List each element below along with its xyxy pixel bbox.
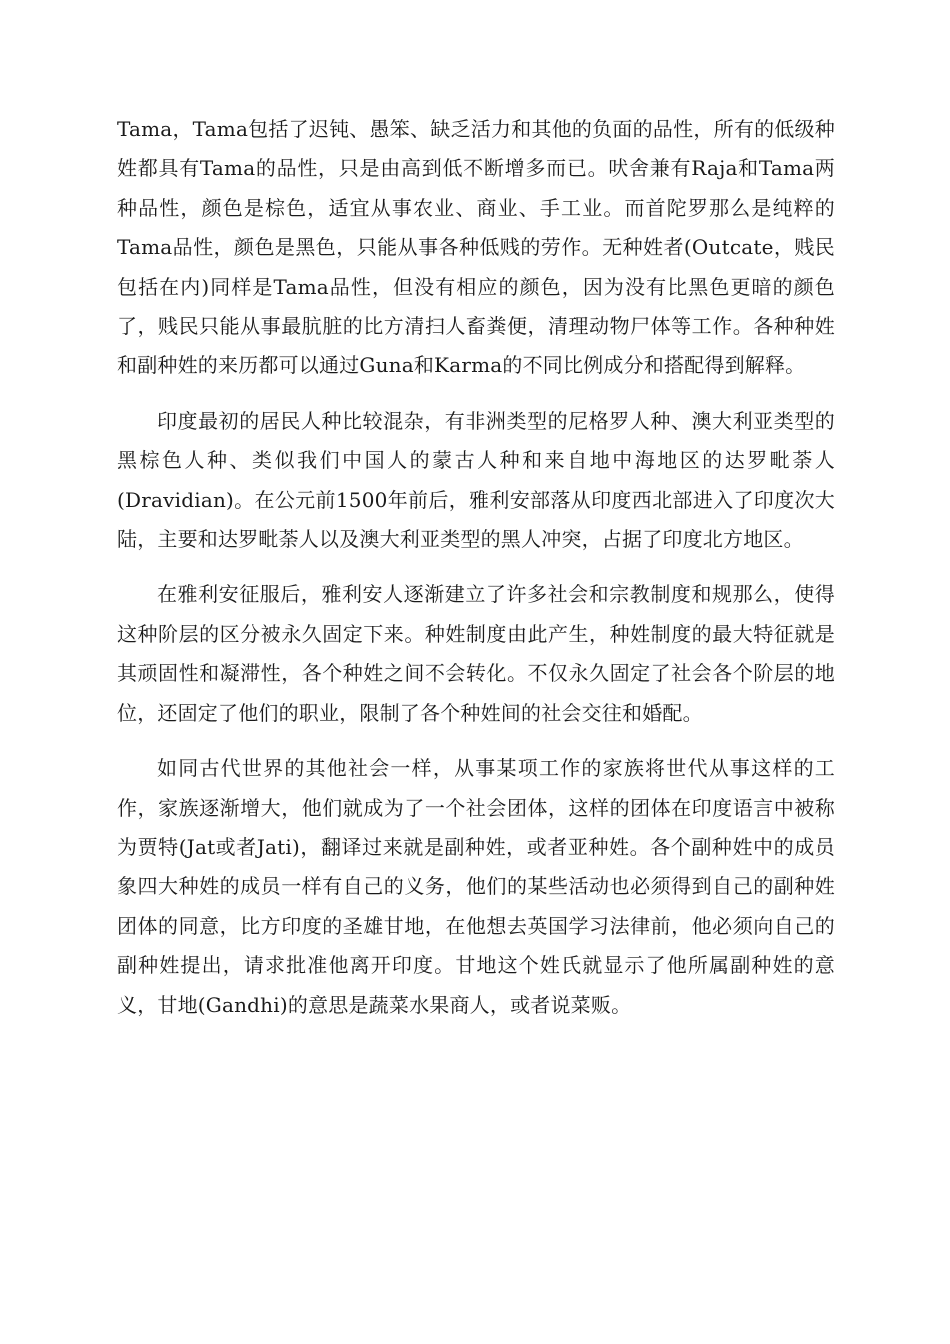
- paragraph-caste-system-origin: 在雅利安征服后，雅利安人逐渐建立了许多社会和宗教制度和规那么，使得这种阶层的区分被永久固定下来。种姓制度由此产生，种姓制度的最大特征就是其顽固性和凝滞性，各个种姓之间不会转化。不仅永久固定了社会各个阶层的地位，还固定了他们的职业，限制了各个种姓间的社会交往和婚配。: [117, 582, 835, 725]
- document-page: [117, 110, 835, 1041]
- paragraph-guna-karma: Tama，Tama包括了迟钝、愚笨、缺乏活力和其他的负面的品性，所有的低级种姓都具有Tama的品性，只是由高到低不断增多而已。吠舍兼有Raja和Tama两种品性，颜色是棕色，适宜从事农业、商业、手工业。而首陀罗那么是纯粹的Tama品性，颜色是黑色，只能从事各种低贱的劳作。无种姓者(Outcate，贱民包括在内)同样是Tama品性，但没有相应的颜色，因为没有比黑色更暗的颜色了，贱民只能从事最肮脏的比方清扫人畜粪便，清理动物尸体等工作。各种种姓和副种姓的来历都可以通过Guna和Karma的不同比例成分和搭配得到解释。: [117, 117, 835, 378]
- paragraph-early-inhabitants: 印度最初的居民人种比较混杂，有非洲类型的尼格罗人种、澳大利亚类型的黑棕色人种、类似我们中国人的蒙古人种和来自地中海地区的达罗毗荼人(Dravidian)。在公元前1500年前后，雅利安部落从印度西北部进入了印度次大陆，主要和达罗毗荼人以及澳大利亚类型的黑人冲突，占据了印度北方地区。: [117, 408, 835, 552]
- paragraph-sub-castes: 如同古代世界的其他社会一样，从事某项工作的家族将世代从事这样的工作，家族逐渐增大，他们就成为了一个社会团体，这样的团体在印度语言中被称为贾特(Jat或者Jati)，翻译过来就是副种姓，或者亚种姓。各个副种姓中的成员象四大种姓的成员一样有自己的义务，他们的某些活动也必须得到自己的副种姓团体的同意，比方印度的圣雄甘地，在他想去英国学习法律前，他必须向自己的副种姓提出，请求批准他离开印度。甘地这个姓氏就显示了他所属副种姓的意义，甘地(Gandhi)的意思是蔬菜水果商人，或者说菜贩。: [117, 756, 835, 1017]
